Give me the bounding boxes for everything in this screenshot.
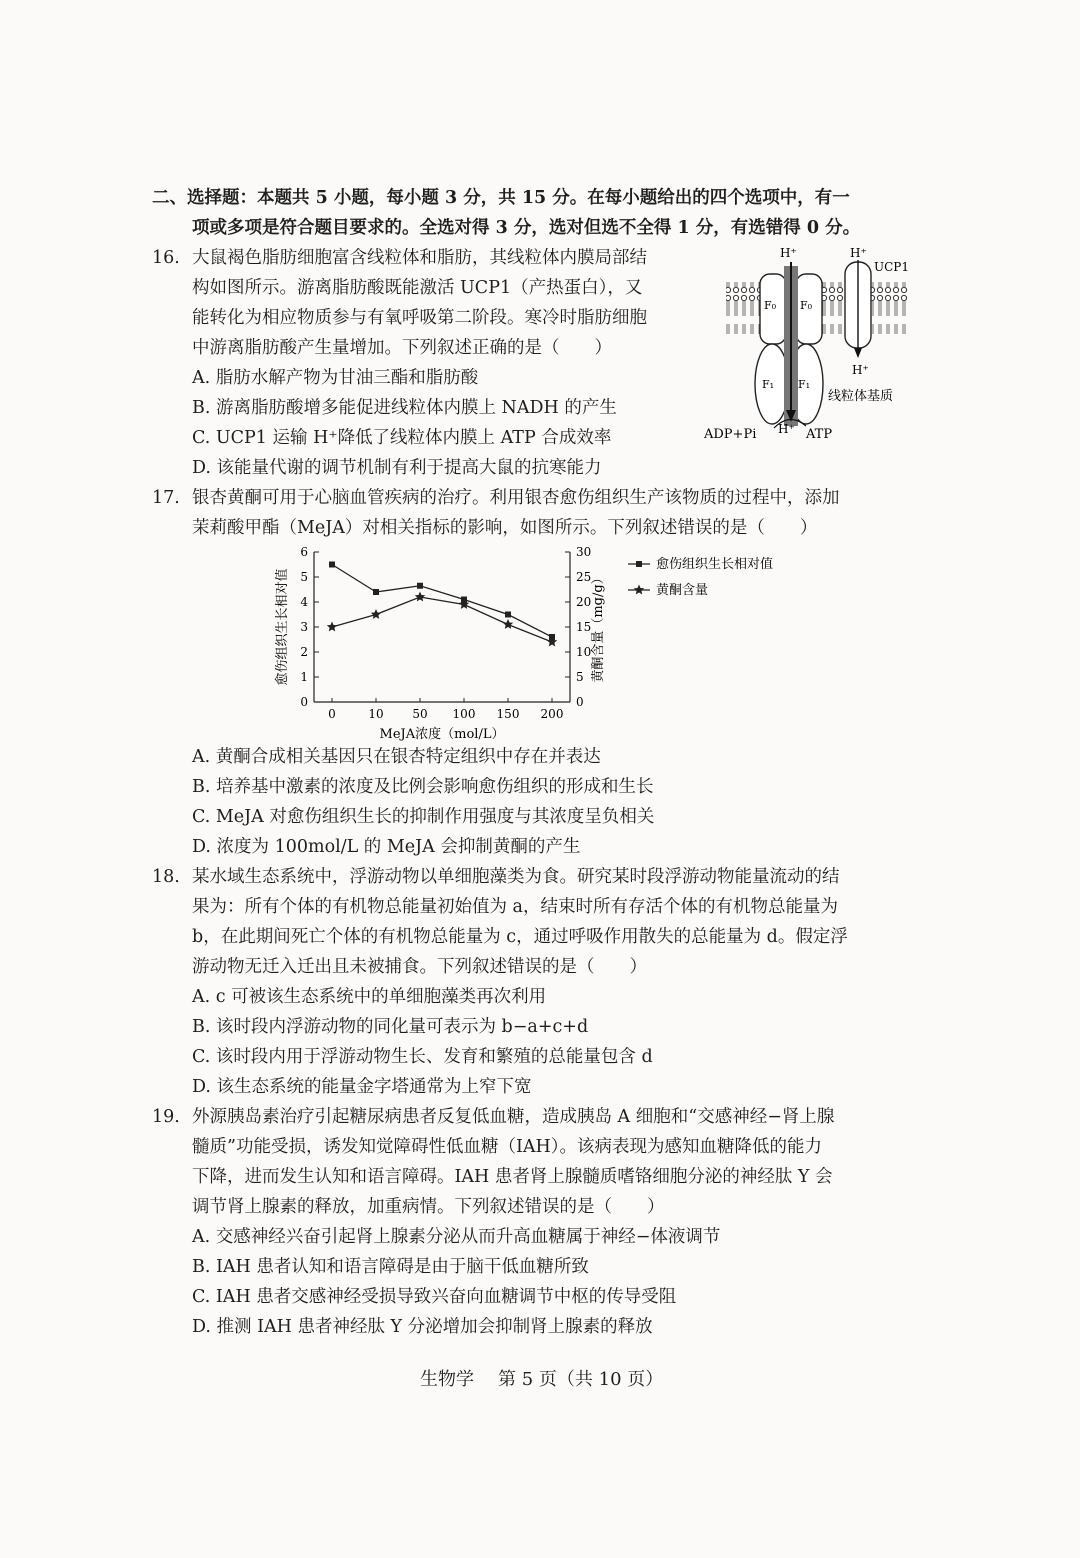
x-tick-label: 50 [412,707,428,721]
y-tick-label-left: 3 [300,620,308,634]
meja-line-chart [270,540,810,745]
y-tick-label-left: 5 [300,570,308,584]
label-atp: ATP [806,427,833,442]
label-f1-right: F₁ [798,378,811,391]
q18-option-b: B. 该时段内浮游动物的同化量可表示为 b−a+c+d [192,1017,589,1037]
ucp1-flow-arrowhead [854,348,862,358]
label-f0-right: F₀ [800,299,813,312]
label-h-top-left: H⁺ [780,246,797,260]
y-axis-label-left: 愈伤组织生长相对值 [275,568,290,686]
x-tick-label: 0 [328,707,336,721]
y-tick-label-left: 1 [300,670,308,684]
data-point-square [373,589,379,595]
q19-stem-line: 调节肾上腺素的释放，加重病情。下列叙述错误的是（ ） [192,1197,665,1217]
x-tick-label: 10 [368,707,384,721]
y-tick-label-right: 20 [576,595,592,609]
x-tick-label: 100 [452,707,476,721]
q19-stem-line: 外源胰岛素治疗引起糖尿病患者反复低血糖，造成胰岛 A 细胞和“交感神经−肾上腺 [192,1107,835,1127]
y-tick-label-right: 0 [576,695,584,709]
label-matrix: 线粒体基质 [828,389,894,404]
q17-option-a: A. 黄酮合成相关基因只在银杏特定组织中存在并表达 [192,747,601,767]
q16-option-a: A. 脂肪水解产物为甘油三酯和脂肪酸 [192,368,479,388]
q19-option-d: D. 推测 IAH 患者神经肽 Y 分泌增加会抑制肾上腺素的释放 [192,1317,653,1337]
label-adp-pi: ADP+Pi [704,427,757,442]
data-point-square [417,583,423,589]
data-point-square [329,562,335,568]
q16-option-b: B. 游离脂肪酸增多能促进线粒体内膜上 NADH 的产生 [192,398,617,418]
q17-option-b: B. 培养基中激素的浓度及比例会影响愈伤组织的形成和生长 [192,777,654,797]
data-point-star [503,619,513,629]
q16-number: 16. [152,248,180,268]
q18-stem-line: b，在此期间死亡个体的有机物总能量为 c，通过呼吸作用散失的总能量为 d。假定浮 [192,927,848,947]
lipid-bilayer-left [726,282,760,334]
label-h-bottom: H⁺ [778,422,795,436]
q17-option-c: C. MeJA 对愈伤组织生长的抑制作用强度与其浓度呈负相关 [192,807,655,827]
q19-stem-line: 下降，进而发生认知和语言障碍。IAH 患者肾上腺髓质嗜铬细胞分泌的神经肽 Y 会 [192,1167,833,1187]
q17-stem-line: 银杏黄酮可用于心脑血管疾病的治疗。利用银杏愈伤组织生产该物质的过程中，添加 [192,488,840,508]
mitochondria-membrane-diagram [700,242,920,447]
label-h-mid: H⁺ [852,363,869,377]
q18-option-d: D. 该生态系统的能量金字塔通常为上窄下宽 [192,1077,532,1097]
data-point-square [505,612,511,618]
q19-option-a: A. 交感神经兴奋引起肾上腺素分泌从而升高血糖属于神经−体液调节 [192,1227,721,1247]
q16-stem-line: 大鼠褐色脂肪细胞富含线粒体和脂肪，其线粒体内膜局部结 [192,248,647,268]
footer-page-number: 第 5 页（共 10 页） [498,1369,664,1390]
q16-stem-line: 中游离脂肪酸产生量增加。下列叙述正确的是（ ） [192,338,612,358]
y-tick-label-left: 2 [300,645,308,659]
data-point-star [371,609,381,619]
data-point-star [327,622,337,632]
data-point-star [415,592,425,602]
label-f0-left: F₀ [764,299,777,312]
lipid-bilayer-right [868,282,908,334]
x-tick-label: 200 [540,707,564,721]
y-tick-label-left: 0 [300,695,308,709]
q18-stem-line: 游动物无迁入迁出且未被捕食。下列叙述错误的是（ ） [192,957,647,977]
section-heading-line2: 项或多项是符合题目要求的。全选对得 3 分，选对但选不全得 1 分，有选错得 0 分。 [192,218,861,238]
y-tick-label-right: 30 [576,545,592,559]
q18-number: 18. [152,867,180,887]
legend-marker-star [634,585,644,595]
data-point-star [547,637,557,647]
q16-option-d: D. 该能量代谢的调节机制有利于提高大鼠的抗寒能力 [192,458,602,478]
q17-option-d: D. 浓度为 100mol/L 的 MeJA 会抑制黄酮的产生 [192,837,581,857]
y-tick-label-right: 25 [576,570,592,584]
q18-option-c: C. 该时段内用于浮游动物生长、发育和繁殖的总能量包含 d [192,1047,653,1067]
y-tick-label-left: 4 [300,595,308,609]
label-h-top-right: H⁺ [850,246,867,260]
q16-option-c: C. UCP1 运输 H⁺降低了线粒体内膜上 ATP 合成效率 [192,428,612,448]
q19-stem-line: 髓质”功能受损，诱发知觉障碍性低血糖（IAH）。该病表现为感知血糖降低的能力 [192,1137,823,1157]
q19-option-c: C. IAH 患者交感神经受损导致兴奋向血糖调节中枢的传导受阻 [192,1287,677,1307]
q16-stem-line: 构如图所示。游离脂肪酸既能激活 UCP1（产热蛋白），又 [192,278,643,298]
legend-label-1: 愈伤组织生长相对值 [656,557,774,572]
y-tick-label-right: 5 [576,670,584,684]
x-axis-label: MeJA浓度（mol/L） [379,727,505,742]
label-f1-left: F₁ [762,378,775,391]
y-tick-label-right: 15 [576,620,592,634]
q19-number: 19. [152,1107,180,1127]
legend-label-2: 黄酮含量 [656,583,709,598]
footer-subject: 生物学 [420,1369,474,1390]
q18-option-a: A. c 可被该生态系统中的单细胞藻类再次利用 [192,987,547,1007]
q16-stem-line: 能转化为相应物质参与有氧呼吸第二阶段。寒冷时脂肪细胞 [192,308,647,328]
q17-stem-line: 茉莉酸甲酯（MeJA）对相关指标的影响，如图所示。下列叙述错误的是（ ） [192,518,818,538]
x-tick-label: 150 [496,707,520,721]
q17-number: 17. [152,488,180,508]
label-ucp1: UCP1 [874,260,910,274]
y-tick-label-right: 10 [576,645,592,659]
y-tick-label-left: 6 [300,545,308,559]
q18-stem-line: 某水域生态系统中，浮游动物以单细胞藻类为食。研究某时段浮游动物能量流动的结 [192,867,840,887]
q19-option-b: B. IAH 患者认知和语言障碍是由于脑干低血糖所致 [192,1257,589,1277]
q18-stem-line: 果为：所有个体的有机物总能量初始值为 a，结束时所有存活个体的有机物总能量为 [192,897,838,917]
y-axis-label-right: 黄酮含量（mg/g） [591,571,606,683]
legend-marker-square [636,561,642,567]
section-heading-line1: 二、选择题：本题共 5 小题，每小题 3 分，共 15 分。在每小题给出的四个选项中，有一 [152,188,850,208]
